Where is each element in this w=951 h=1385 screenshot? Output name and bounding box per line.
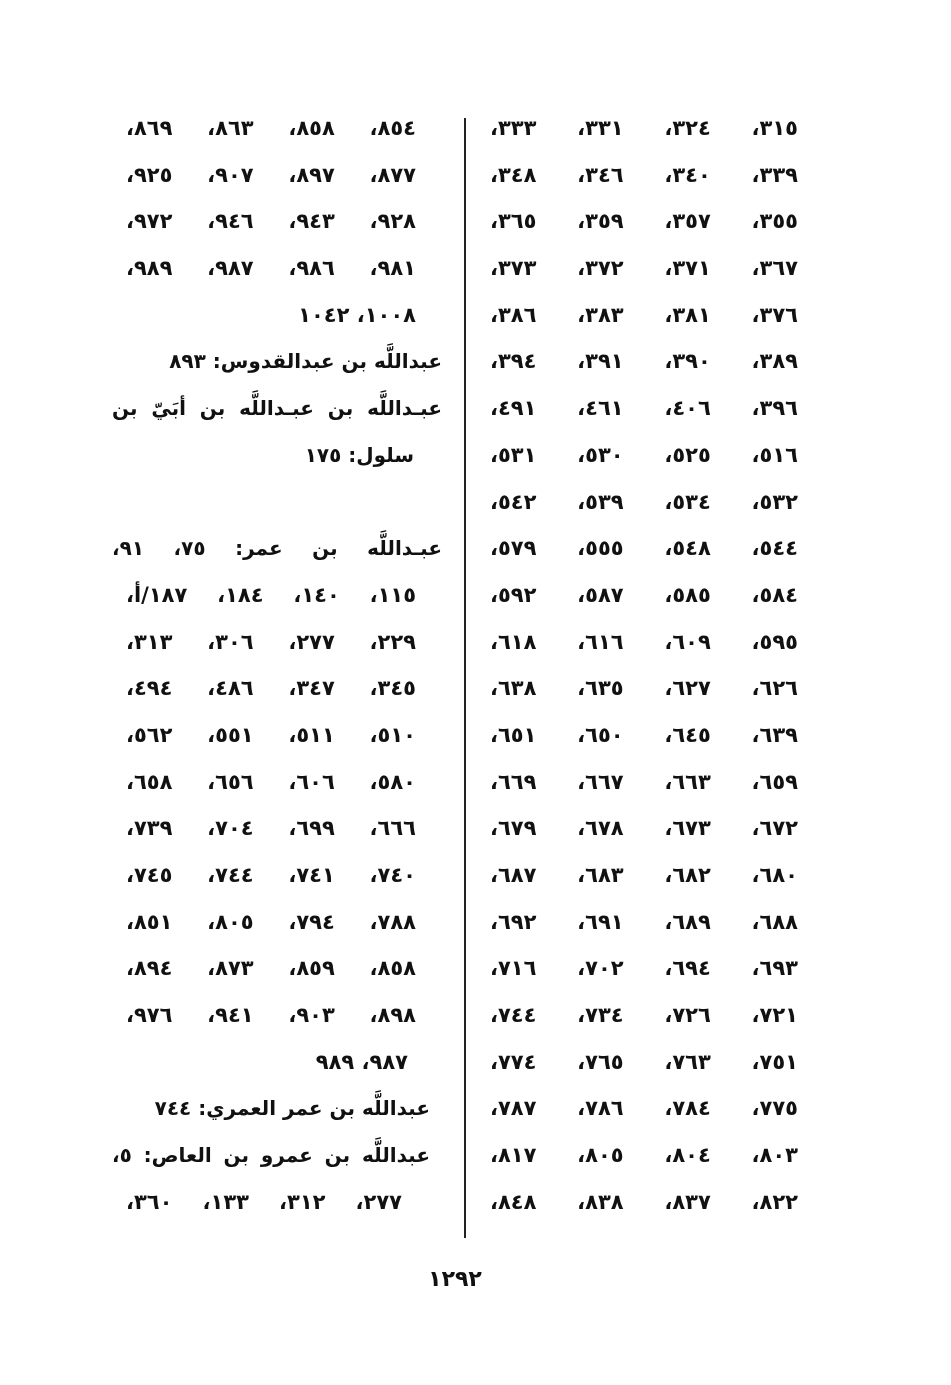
right-index-column <box>490 105 798 1226</box>
index-line: ٦٨٠، ٦٨٢، ٦٨٣، ٦٨٧، <box>490 863 798 887</box>
index-line: ٦٢٦، ٦٢٧، ٦٣٥، ٦٣٨، <box>490 676 798 701</box>
index-line: ١١٥، ١٤٠، ١٨٤، ١٨٧/أ، <box>126 582 417 607</box>
index-line: ٥٨٤، ٥٨٥، ٥٨٧، ٥٩٢، <box>490 582 798 607</box>
index-line: ٣٨٩، ٣٩٠، ٣٩١، ٣٩٤، <box>490 349 798 374</box>
index-line: ٧٢١، ٧٢٦، ٧٣٤، ٧٤٤، <box>490 1003 798 1028</box>
index-line: ٦٨٨، ٦٨٩، ٦٩١، ٦٩٢، <box>490 909 798 934</box>
index-line: ٩٨٧، ٩٨٩ <box>315 1049 408 1074</box>
index-line: ٨٥٨، ٨٥٩، ٨٧٣، ٨٩٤، <box>126 956 416 981</box>
index-line: ٥١٠، ٥١١، ٥٥١، ٥٦٢، <box>126 722 416 747</box>
index-entry-heading: عبـداللَّه بن عبـداللَّه بن أبَيّ بن <box>112 396 442 421</box>
index-line: ٣٣٩، ٣٤٠، ٣٤٦، ٣٤٨، <box>490 162 798 187</box>
index-line: ٦٥٩، ٦٦٣، ٦٦٧، ٦٦٩، <box>490 769 798 794</box>
index-line: ٧٨٨، ٧٩٤، ٨٠٥، ٨٥١، <box>126 909 416 934</box>
index-line: ٥٨٠، ٦٠٦، ٦٥٦، ٦٥٨، <box>126 769 416 794</box>
index-line: ٨٧٧، ٨٩٧، ٩٠٧، ٩٢٥، <box>126 162 416 187</box>
index-line: ٥٩٥، ٦٠٩، ٦١٦، ٦١٨، <box>490 629 798 654</box>
index-line: ٩٨١، ٩٨٦، ٩٨٧، ٩٨٩، <box>126 256 416 281</box>
index-line: ٨٥٤، ٨٥٨، ٨٦٣، ٨٦٩، <box>126 116 416 140</box>
index-line: ٥٣٢، ٥٣٤، ٥٣٩، ٥٤٢، <box>490 489 798 514</box>
index-line: ٣٤٥، ٣٤٧، ٤٨٦، ٤٩٤، <box>126 676 416 701</box>
index-line: ٨٢٢، ٨٣٧، ٨٣٨، ٨٤٨، <box>490 1189 798 1214</box>
index-line: ٩٢٨، ٩٤٣، ٩٤٦، ٩٧٢، <box>126 209 416 234</box>
index-line: ٣٥٥، ٣٥٧، ٣٥٩، ٣٦٥، <box>490 209 798 234</box>
page-number: ١٢٩٢ <box>428 1267 482 1292</box>
index-line: ١٠٠٨، ١٠٤٢ <box>298 302 416 327</box>
left-index-column <box>112 105 442 1226</box>
index-line: ٦٩٣، ٦٩٤، ٧٠٢، ٧١٦، <box>490 956 798 981</box>
index-line: ٣٩٦، ٤٠٦، ٤٦١، ٤٩١، <box>490 396 798 421</box>
index-line: ٨٠٣، ٨٠٤، ٨٠٥، ٨١٧، <box>490 1143 798 1168</box>
index-entry-heading: عبداللَّه بن عبدالقدوس: ٨٩٣ <box>169 349 442 374</box>
index-line: ٦٧٢، ٦٧٣، ٦٧٨، ٦٧٩، <box>490 816 798 841</box>
index-line: ٦٣٩، ٦٤٥، ٦٥٠، ٦٥١، <box>490 722 798 747</box>
index-line: ٧٧٥، ٧٨٤، ٧٨٦، ٧٨٧، <box>490 1096 798 1121</box>
index-line: ٦٦٦، ٦٩٩، ٧٠٤، ٧٣٩، <box>126 816 416 841</box>
index-line: ٢٢٩، ٢٧٧، ٣٠٦، ٣١٣، <box>126 629 416 654</box>
index-line: ٥٤٤، ٥٤٨، ٥٥٥، ٥٧٩، <box>490 536 798 561</box>
index-line: ٧٥١، ٧٦٣، ٧٦٥، ٧٧٤، <box>490 1049 798 1074</box>
index-line: ٨٩٨، ٩٠٣، ٩٤١، ٩٧٦، <box>126 1003 416 1028</box>
index-line: ٢٧٧، ٣١٢، ١٣٣، ٣٦٠، <box>126 1189 402 1214</box>
index-entry-heading-continued: سلول: ١٧٥ <box>304 442 414 467</box>
index-line: ٧٤٠، ٧٤١، ٧٤٤، ٧٤٥، <box>126 863 416 887</box>
index-line: ٣٧٦، ٣٨١، ٣٨٣، ٣٨٦، <box>490 302 798 327</box>
column-divider <box>464 118 466 1238</box>
index-entry-heading: عبداللَّه بن عمر العمري: ٧٤٤ <box>154 1096 430 1121</box>
index-line: ٥١٦، ٥٢٥، ٥٣٠، ٥٣١، <box>490 442 798 467</box>
index-entry-heading: عبـداللَّه بن عمر: ٧٥، ٩١، <box>112 536 443 561</box>
index-line: ٣١٥، ٣٢٤، ٣٣١، ٣٣٣، <box>490 116 798 140</box>
index-line: ٣٦٧، ٣٧١، ٣٧٢، ٣٧٣، <box>490 256 798 281</box>
entry-spacer <box>112 479 442 526</box>
index-entry-heading: عبداللَّه بن عمرو بن العاص: ٥، <box>112 1143 430 1168</box>
